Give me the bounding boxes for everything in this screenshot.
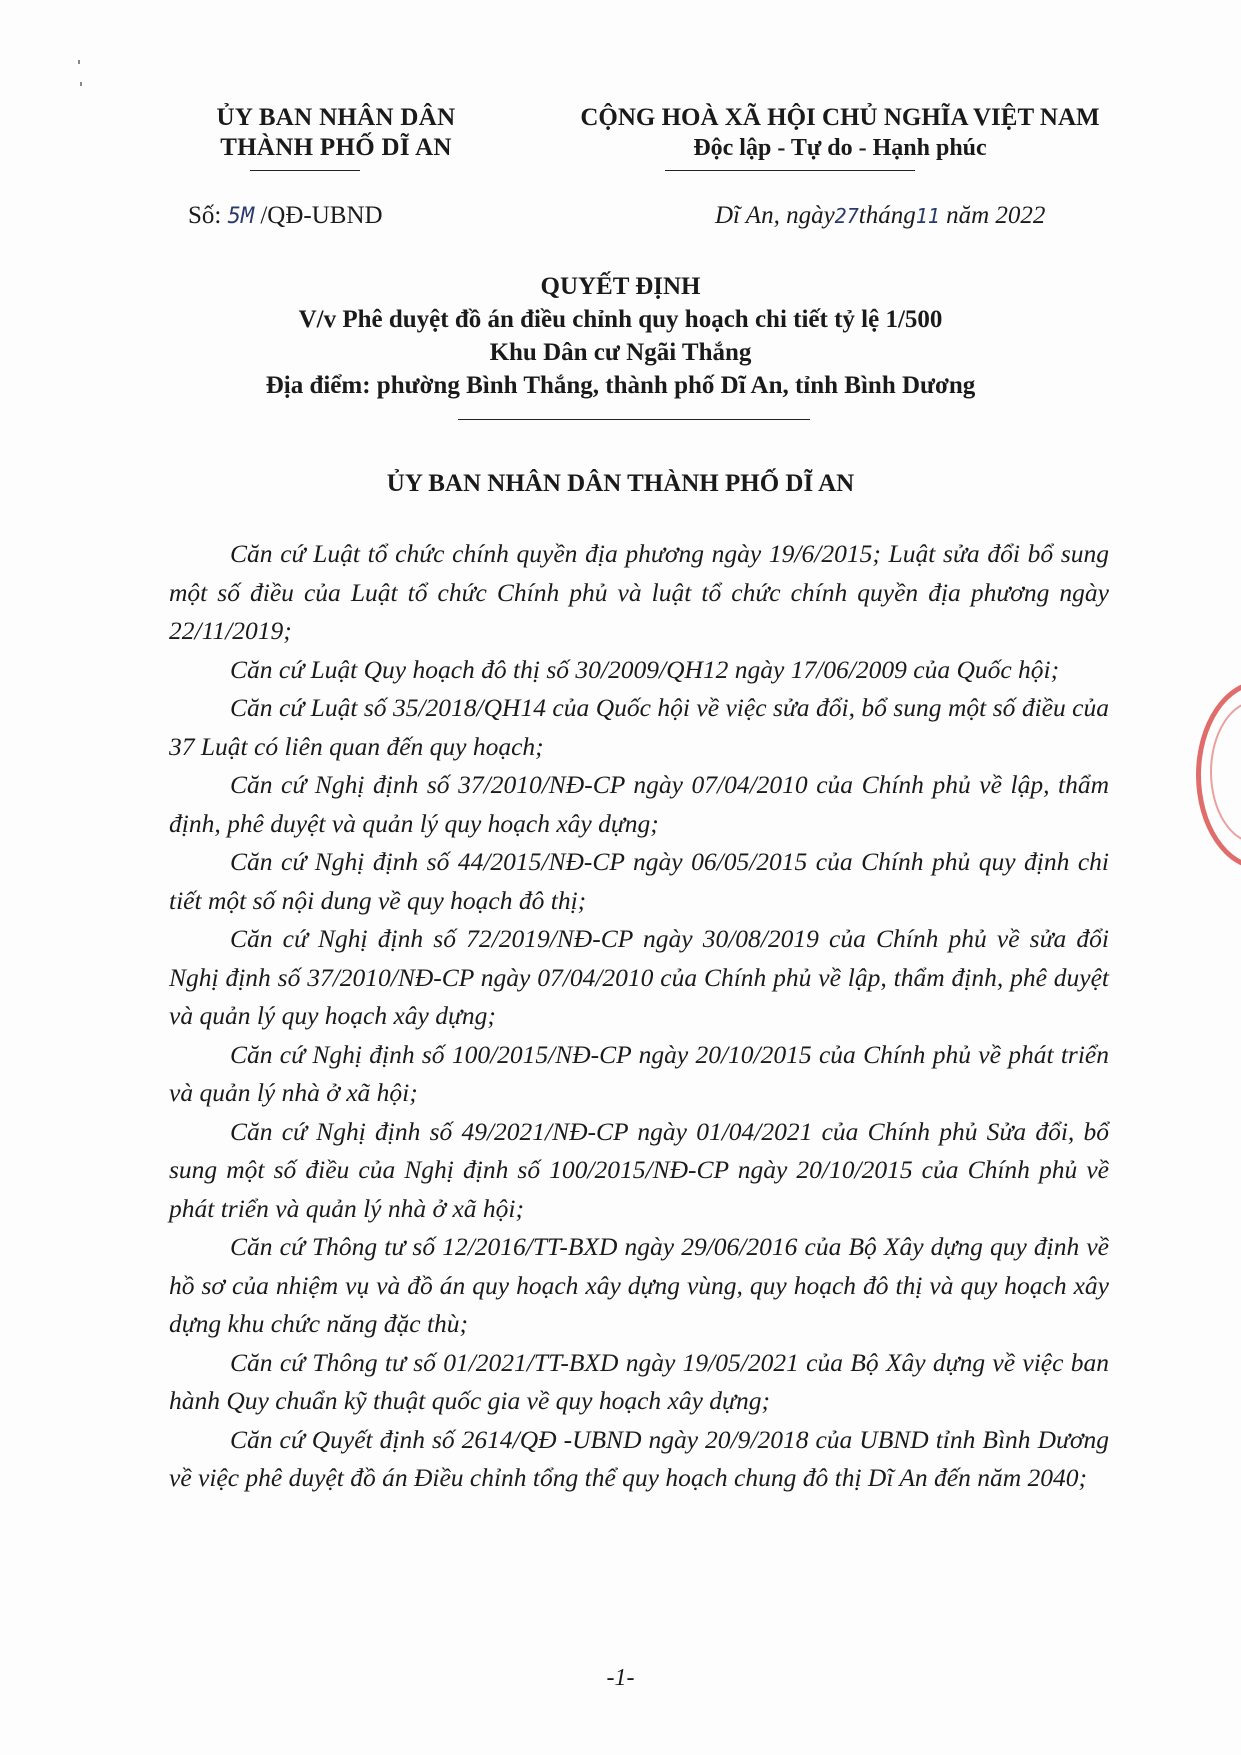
document-number bbox=[188, 202, 383, 230]
date-prefix: Dĩ An, ngày bbox=[715, 202, 835, 229]
legal-basis-body bbox=[169, 535, 1109, 1498]
title-line-1: QUYẾT ĐỊNH bbox=[540, 273, 701, 300]
nation-line-1: CỘNG HOÀ XÃ HỘI CHỦ NGHĨA VIỆT NAM bbox=[580, 104, 1100, 131]
number-suffix: /QĐ-UBND bbox=[254, 202, 383, 229]
page-number: -1- bbox=[606, 1665, 635, 1691]
legal-basis-paragraph: Căn cứ Nghị định số 72/2019/NĐ-CP ngày 30/08/2019 của Chính phủ về sửa đổi Nghị định số 37/2010/NĐ-CP ngày 07/04/2010 của Chính phủ về lập, thẩm định, phê duyệt và quản lý quy hoạch xây dựng; bbox=[169, 924, 1109, 1030]
number-prefix: Số: bbox=[188, 202, 228, 229]
date-month: 11 bbox=[915, 204, 940, 228]
scan-speck bbox=[78, 60, 80, 64]
agency-line-1: ỦY BAN NHÂN DÂN bbox=[216, 104, 456, 131]
legal-basis-paragraph: Căn cứ Nghị định số 49/2021/NĐ-CP ngày 01/04/2021 của Chính phủ Sửa đổi, bổ sung một số điều của Nghị định số 100/2015/NĐ-CP ngày 20/10/2015 của Chính phủ về phát triển và quản lý nhà ở xã hội; bbox=[169, 1116, 1109, 1223]
legal-basis-paragraph: Căn cứ Nghị định số 100/2015/NĐ-CP ngày 20/10/2015 của Chính phủ về phát triển và quản lý nhà ở xã hội; bbox=[169, 1039, 1109, 1107]
title-line-4: Địa điểm: phường Bình Thắng, thành phố Dĩ An, tỉnh Bình Dương bbox=[265, 372, 976, 399]
number-handwritten: 5M bbox=[227, 204, 255, 229]
document-date bbox=[715, 202, 1045, 230]
motto-underline bbox=[665, 170, 915, 171]
legal-basis-paragraph: Căn cứ Thông tư số 12/2016/TT-BXD ngày 29/06/2016 của Bộ Xây dựng quy định về hồ sơ của nhiệm vụ và đồ án quy hoạch xây dựng vùng, quy hoạch đô thị và quy hoạch xây dựng khu chức năng đặc thù; bbox=[169, 1232, 1109, 1338]
decision-title bbox=[0, 270, 1241, 402]
legal-basis-paragraph: Căn cứ Nghị định số 44/2015/NĐ-CP ngày 06/05/2015 của Chính phủ quy định chi tiết một số nội dung về quy hoạch đô thị; bbox=[169, 847, 1109, 915]
legal-basis-paragraph: Căn cứ Nghị định số 37/2010/NĐ-CP ngày 07/04/2010 của Chính phủ về lập, thẩm định, phê duyệt và quản lý quy hoạch xây dựng; bbox=[169, 770, 1109, 838]
nation-header bbox=[540, 103, 1140, 163]
agency-header bbox=[196, 103, 476, 163]
legal-basis-paragraph: Căn cứ Thông tư số 01/2021/TT-BXD ngày 19/05/2021 của Bộ Xây dựng về việc ban hành Quy chuẩn kỹ thuật quốc gia về quy hoạch xây dựng; bbox=[169, 1347, 1109, 1415]
legal-basis-paragraph: Căn cứ Luật số 35/2018/QH14 của Quốc hội về việc sửa đổi, bổ sung một số điều của 37 Luật có liên quan đến quy hoạch; bbox=[169, 693, 1109, 761]
agency-underline bbox=[250, 170, 360, 171]
title-line-3: Khu Dân cư Ngãi Thắng bbox=[489, 339, 752, 366]
nation-motto: Độc lập - Tự do - Hạnh phúc bbox=[693, 135, 987, 161]
date-suffix: năm 2022 bbox=[939, 202, 1046, 229]
title-line-2: V/v Phê duyệt đồ án điều chỉnh quy hoạch chi tiết tỷ lệ 1/500 bbox=[298, 306, 943, 333]
legal-basis-paragraph: Căn cứ Luật tổ chức chính quyền địa phương ngày 19/6/2015; Luật sửa đổi bổ sung một số điều của Luật tổ chức Chính phủ và luật tổ chức chính quyền địa phương ngày 22/11/2019; bbox=[169, 539, 1109, 645]
date-day: 27 bbox=[834, 204, 859, 228]
date-mid: tháng bbox=[858, 202, 916, 229]
legal-basis-paragraph: Căn cứ Quyết định số 2614/QĐ -UBND ngày 20/9/2018 của UBND tỉnh Bình Dương về việc phê duyệt đồ án Điều chỉnh tổng thể quy hoạch chung đô thị Dĩ An đến năm 2040; bbox=[169, 1424, 1109, 1492]
issuer-heading: ỦY BAN NHÂN DÂN THÀNH PHỐ DĨ AN bbox=[386, 470, 855, 497]
title-rule bbox=[458, 419, 810, 420]
legal-basis-paragraph: Căn cứ Luật Quy hoạch đô thị số 30/2009/QH12 ngày 17/06/2009 của Quốc hội; bbox=[230, 654, 1060, 684]
scan-speck bbox=[80, 82, 82, 86]
agency-line-2: THÀNH PHỐ DĨ AN bbox=[220, 134, 452, 161]
